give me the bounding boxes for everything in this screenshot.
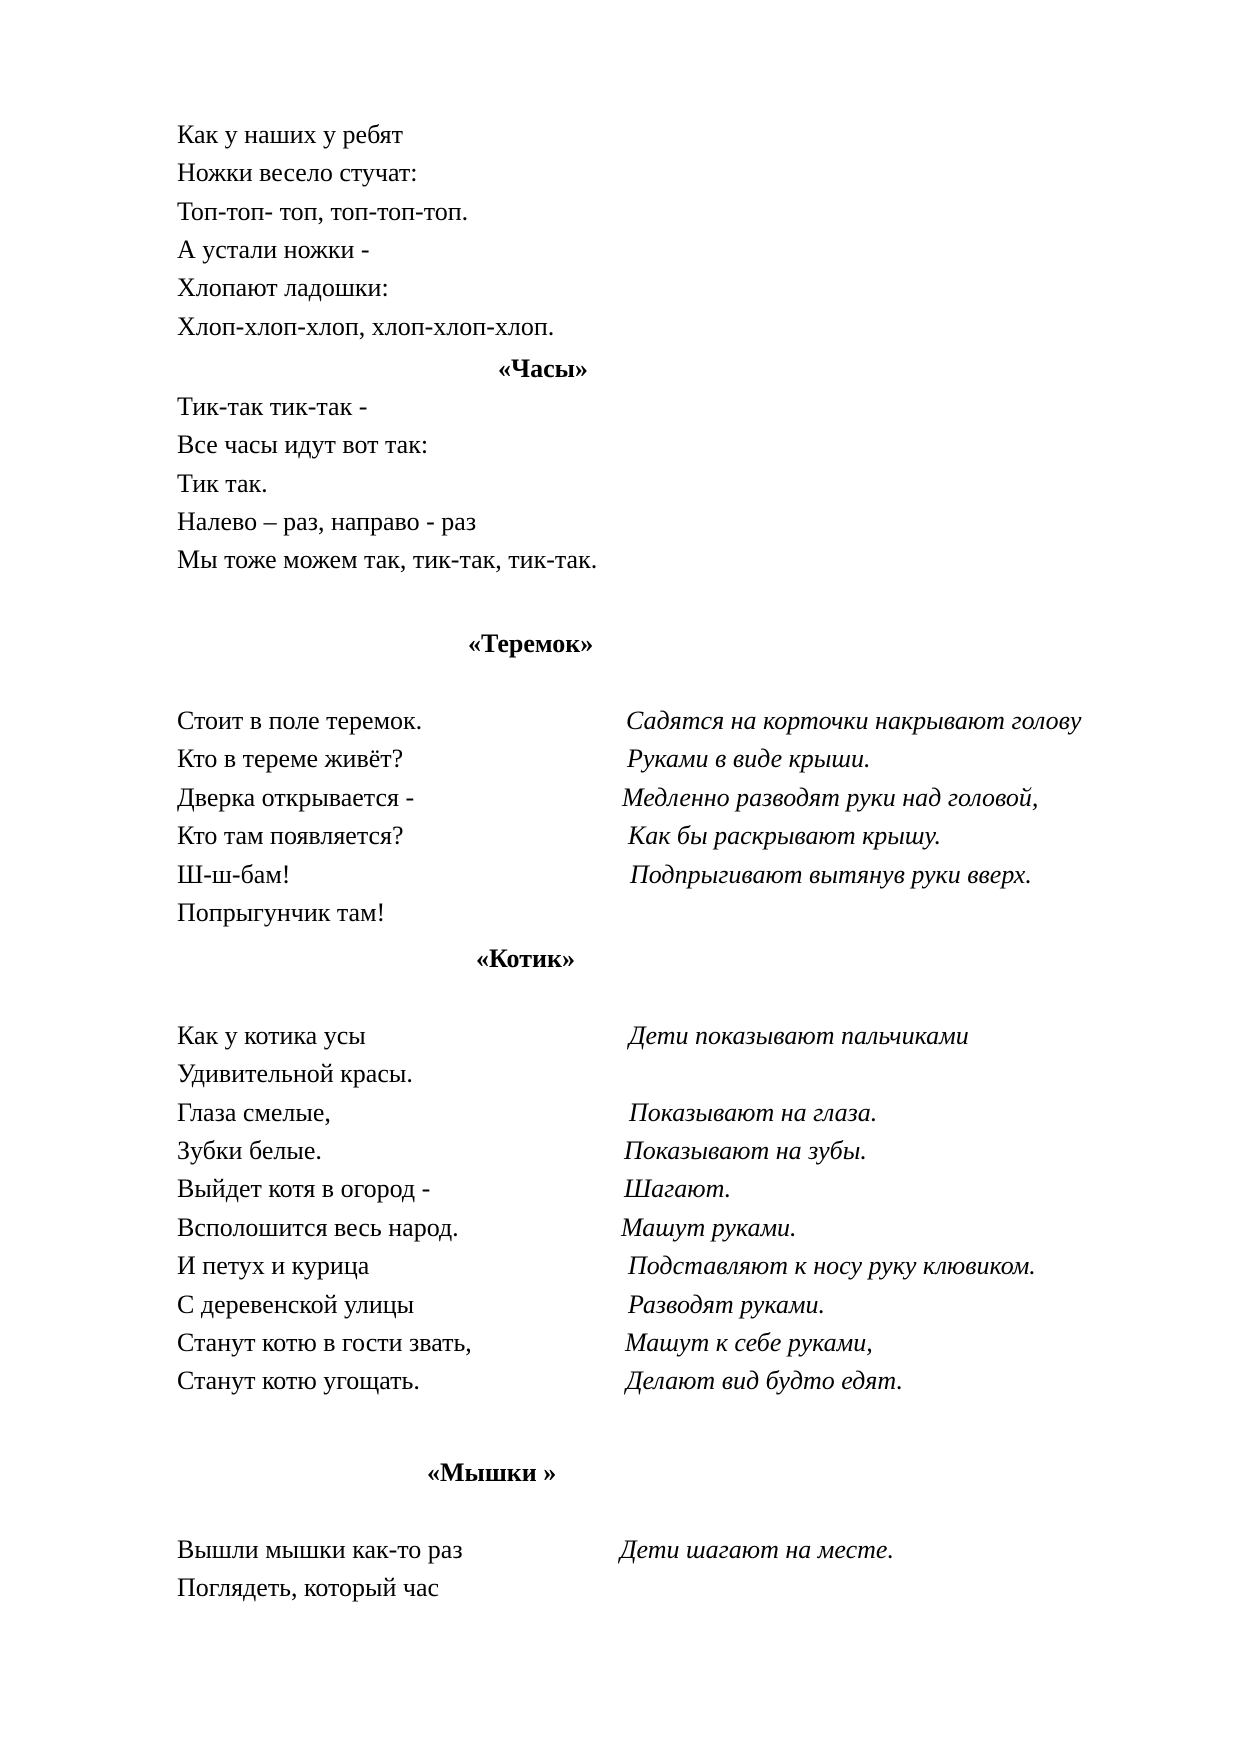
action-note: Подставляют к носу руку клювиком. (628, 1251, 1036, 1280)
poem-line: Кто в тереме живёт? (177, 744, 404, 773)
action-note: Показывают на зубы. (624, 1136, 867, 1165)
poem-title: «Теремок» (468, 629, 594, 658)
poem-title: «Котик» (476, 944, 575, 973)
poem-line: Как у наших у ребят (177, 120, 404, 149)
poem-line: Ножки весело стучат: (177, 158, 418, 187)
action-note: Дети шагают на месте. (620, 1535, 894, 1564)
action-note: Как бы раскрывают крышу. (628, 821, 941, 850)
poem-line: Налево – раз, направо - раз (177, 507, 477, 536)
poem-line: А устали ножки - (177, 235, 370, 264)
poem-line: Выйдет котя в огород - (177, 1174, 431, 1203)
action-note: Машут к себе руками, (625, 1328, 873, 1357)
poem-line: Зубки белые. (177, 1136, 322, 1165)
poem-line: Топ-топ- топ, топ-топ-топ. (177, 197, 469, 226)
poem-line: Станут котю угощать. (177, 1366, 420, 1395)
poem-line: Мы тоже можем так, тик-так, тик-так. (177, 545, 598, 574)
action-note: Шагают. (624, 1174, 732, 1203)
action-note: Дети показывают пальчиками (629, 1021, 969, 1050)
poem-line: Глаза смелые, (177, 1098, 331, 1127)
poem-line: Попрыгунчик там! (177, 898, 386, 927)
poem-line: Ш-ш-бам! (177, 860, 291, 889)
action-note: Медленно разводят руки над головой, (622, 783, 1039, 812)
action-note: Делают вид будто едят. (626, 1366, 903, 1395)
poem-title: «Часы» (498, 354, 588, 383)
poem-title: «Мышки » (427, 1458, 557, 1487)
action-note: Садятся на корточки накрывают голову (626, 706, 1082, 735)
poem-line: Стоит в поле теремок. (177, 706, 423, 735)
action-note: Руками в виде крыши. (627, 744, 871, 773)
action-note: Показывают на глаза. (629, 1098, 878, 1127)
poem-line: Вышли мышки как-то раз (177, 1535, 463, 1564)
poem-line: И петух и курица (177, 1251, 370, 1280)
poem-line: Дверка открывается - (177, 783, 415, 812)
poem-line: Кто там появляется? (177, 821, 404, 850)
poem-line: Как у котика усы (177, 1021, 366, 1050)
poem-line: С деревенской улицы (177, 1290, 415, 1319)
poem-line: Станут котю в гости звать, (177, 1328, 472, 1357)
poem-line: Хлопают ладошки: (177, 273, 389, 302)
action-note: Разводят руками. (628, 1290, 825, 1319)
poem-line: Хлоп-хлоп-хлоп, хлоп-хлоп-хлоп. (177, 312, 555, 341)
poem-line: Тик-так тик-так - (177, 392, 368, 421)
poem-line: Тик так. (177, 469, 268, 498)
action-note: Подпрыгивают вытянув руки вверх. (630, 860, 1032, 889)
action-note: Машут руками. (621, 1213, 797, 1242)
poem-line: Всполошится весь народ. (177, 1213, 459, 1242)
poem-line: Поглядеть, который час (177, 1573, 440, 1602)
poem-line: Удивительной красы. (177, 1059, 413, 1088)
poem-line: Все часы идут вот так: (177, 430, 429, 459)
